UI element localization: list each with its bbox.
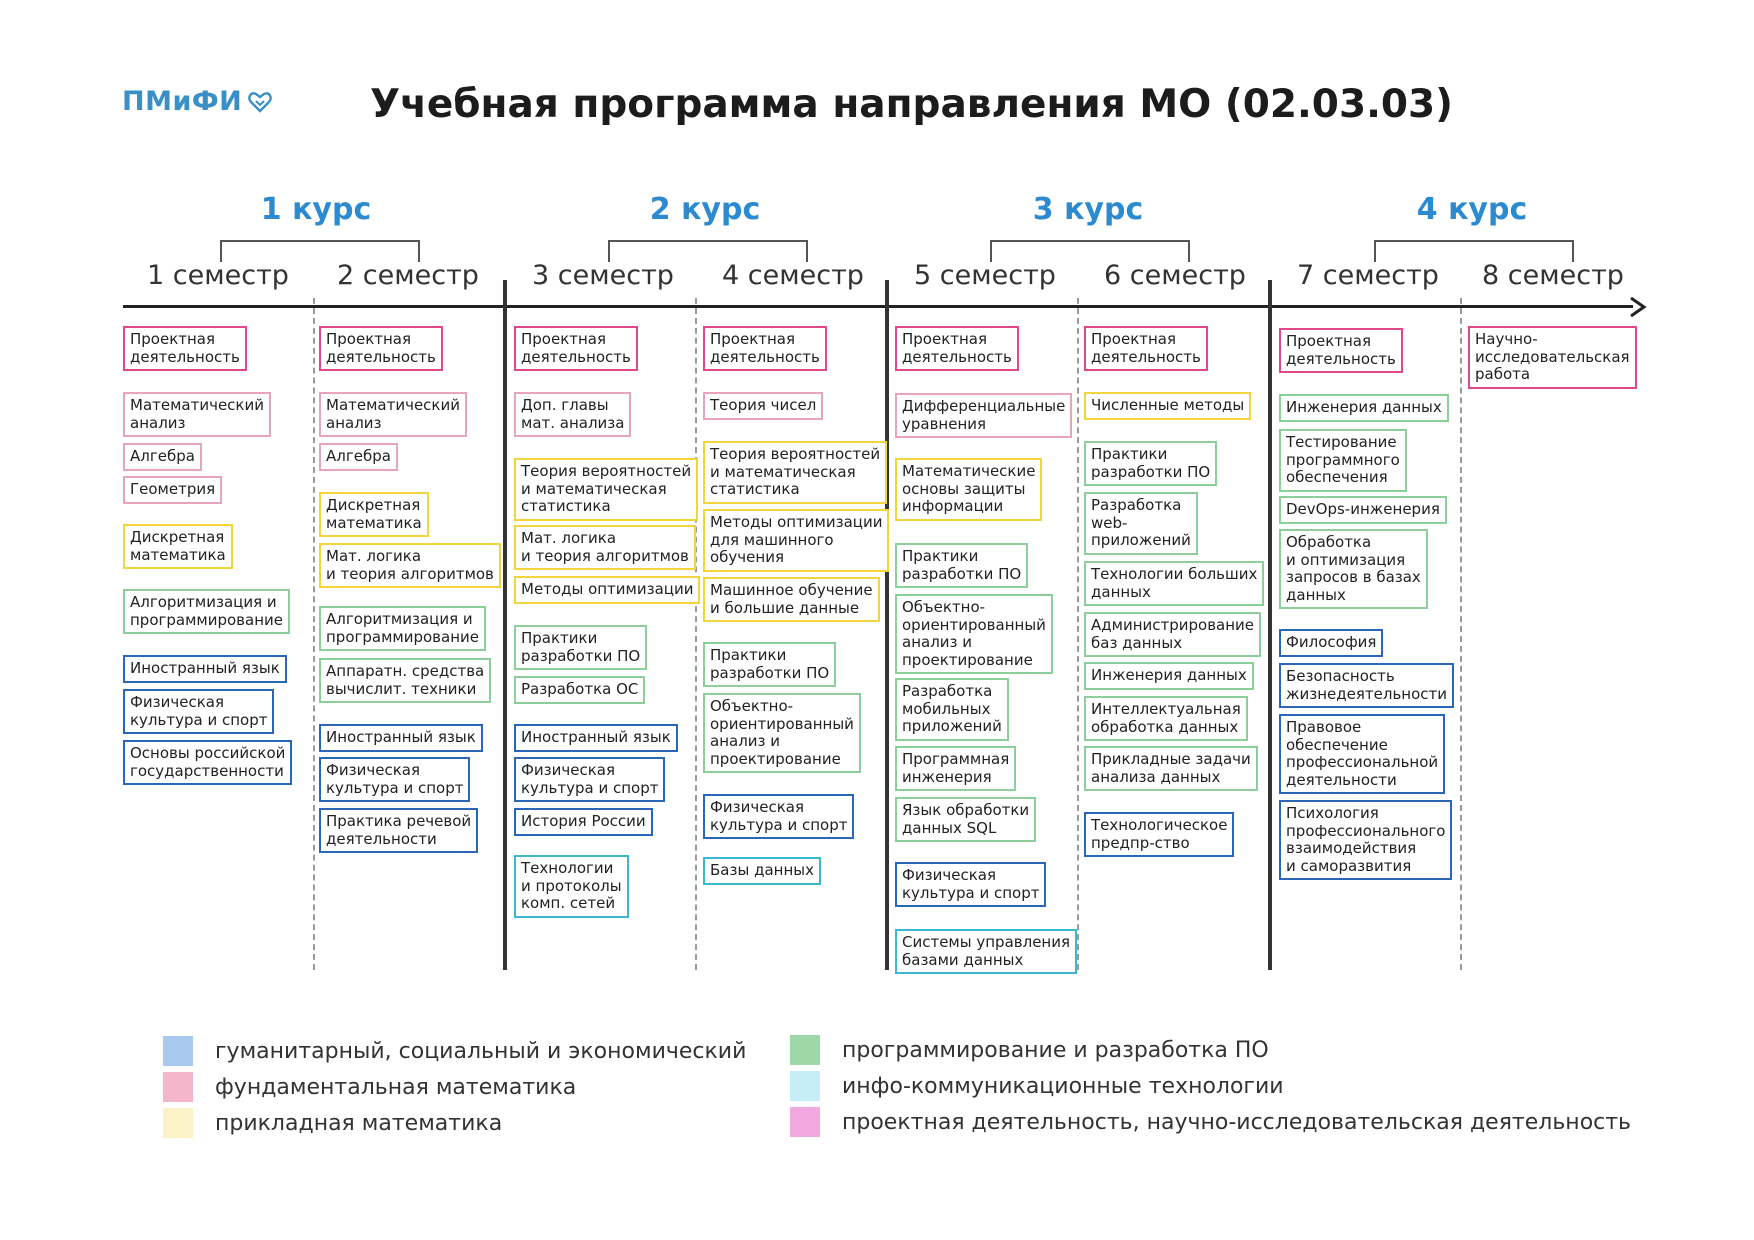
subject-box: Проектная деятельность [123, 326, 247, 371]
legend-item-applied-math [163, 1108, 502, 1138]
course-divider [1268, 280, 1272, 970]
subject-box: Проектная деятельность [895, 326, 1019, 371]
subject-box: Алгебра [319, 443, 398, 471]
subject-box: Безопасность жизнедеятельности [1279, 663, 1454, 708]
subject-box: Интеллектуальная обработка данных [1084, 696, 1248, 741]
subject-box: Практики разработки ПО [703, 642, 836, 687]
subject-box: Алгоритмизация и программирование [123, 589, 290, 634]
subject-box: Технологическое предпр-ство [1084, 812, 1234, 857]
subject-box: Дискретная математика [319, 492, 429, 537]
subject-box: Системы управления базами данных [895, 929, 1077, 974]
subject-box: Инженерия данных [1084, 662, 1254, 690]
semester-3-label: 3 семестр [532, 260, 674, 291]
subject-box: Иностранный язык [514, 724, 678, 752]
subject-box: Основы российской государственности [123, 740, 292, 785]
subject-box: Алгоритмизация и программирование [319, 606, 486, 651]
timeline-arrow-icon [1628, 296, 1648, 318]
subject-box: Мат. логика и теория алгоритмов [514, 525, 696, 570]
logo [122, 86, 272, 117]
subject-box: Программная инженерия [895, 746, 1016, 791]
legend-item-fundamental-math [163, 1072, 576, 1102]
legend-label: гуманитарный, социальный и экономический [215, 1038, 747, 1064]
subject-box: Обработка и оптимизация запросов в базах данных [1279, 529, 1428, 609]
semester-2-label: 2 семестр [337, 260, 479, 291]
course-4-bracket [1374, 240, 1574, 262]
subject-box: Администрирование баз данных [1084, 612, 1261, 657]
subject-box: Математический анализ [123, 392, 271, 437]
subject-box: Физическая культура и спорт [703, 794, 854, 839]
semester-divider [1077, 298, 1079, 970]
subject-box: Научно- исследовательская работа [1468, 326, 1637, 389]
course-3-label: 3 курс [1032, 192, 1144, 227]
course-divider [503, 280, 507, 970]
subject-box: Геометрия [123, 476, 222, 504]
course-divider [885, 280, 889, 970]
legend-swatch [790, 1035, 820, 1065]
subject-box: Физическая культура и спорт [895, 862, 1046, 907]
subject-box: Объектно- ориентированный анализ и проектирование [703, 693, 861, 773]
subject-box: Прикладные задачи анализа данных [1084, 746, 1258, 791]
subject-box: Физическая культура и спорт [514, 757, 665, 802]
subject-box: Разработка мобильных приложений [895, 678, 1009, 741]
semester-7-label: 7 семестр [1297, 260, 1439, 291]
subject-box: Технологии и протоколы комп. сетей [514, 855, 629, 918]
subject-box: Дискретная математика [123, 524, 233, 569]
subject-box: Машинное обучение и большие данные [703, 577, 880, 622]
subject-box: Разработка ОС [514, 676, 645, 704]
semester-6-label: 6 семестр [1104, 260, 1246, 291]
semester-1-label: 1 семестр [147, 260, 289, 291]
subject-box: Проектная деятельность [514, 326, 638, 371]
subject-box: Математические основы защиты информации [895, 458, 1042, 521]
course-2-label: 2 курс [649, 192, 761, 227]
subject-box: Дифференциальные уравнения [895, 393, 1072, 438]
semester-5-label: 5 семестр [914, 260, 1056, 291]
subject-box: Методы оптимизации для машинного обучения [703, 509, 889, 572]
subject-box: Методы оптимизации [514, 576, 700, 604]
subject-box: Доп. главы мат. анализа [514, 392, 631, 437]
subject-box: Физическая культура и спорт [319, 757, 470, 802]
course-3-bracket [990, 240, 1190, 262]
semester-4-label: 4 семестр [722, 260, 864, 291]
subject-box: Технологии больших данных [1084, 561, 1264, 606]
subject-box: Разработка web- приложений [1084, 492, 1198, 555]
subject-box: Теория вероятностей и математическая статистика [514, 458, 698, 521]
subject-box: DevOps-инженерия [1279, 496, 1447, 524]
semester-divider [313, 298, 315, 970]
legend-item-humanities [163, 1036, 746, 1066]
subject-box: Математический анализ [319, 392, 467, 437]
legend-swatch [790, 1071, 820, 1101]
heart-icon [248, 91, 272, 113]
legend-label: программирование и разработка ПО [842, 1037, 1269, 1063]
subject-box: Теория чисел [703, 392, 823, 420]
page-title: Учебная программа направления МО (02.03.03) [370, 82, 1453, 127]
subject-box: Философия [1279, 629, 1383, 657]
subject-box: Проектная деятельность [1279, 328, 1403, 373]
subject-box: Теория вероятностей и математическая статистика [703, 441, 887, 504]
legend-label: фундаментальная математика [215, 1074, 577, 1100]
subject-box: Практика речевой деятельности [319, 808, 478, 853]
course-2-bracket [608, 240, 808, 262]
subject-box: Иностранный язык [319, 724, 483, 752]
semester-8-label: 8 семестр [1482, 260, 1624, 291]
legend-swatch [163, 1108, 193, 1138]
subject-box: Проектная деятельность [319, 326, 443, 371]
subject-box: Практики разработки ПО [895, 543, 1028, 588]
subject-box: Объектно- ориентированный анализ и проектирование [895, 594, 1053, 674]
semester-divider [1460, 298, 1462, 970]
subject-box: Инженерия данных [1279, 394, 1449, 422]
legend-label: прикладная математика [215, 1110, 503, 1136]
subject-box: Проектная деятельность [703, 326, 827, 371]
semester-divider [695, 298, 697, 970]
subject-box: Численные методы [1084, 392, 1251, 420]
legend-swatch [163, 1036, 193, 1066]
subject-box: Проектная деятельность [1084, 326, 1208, 371]
subject-box: Физическая культура и спорт [123, 689, 274, 734]
course-1-label: 1 курс [260, 192, 372, 227]
timeline-axis [123, 305, 1633, 308]
subject-box: Иностранный язык [123, 655, 287, 683]
subject-box: Практики разработки ПО [514, 625, 647, 670]
legend-item-ict [790, 1071, 1284, 1101]
subject-box: Мат. логика и теория алгоритмов [319, 543, 501, 588]
legend-item-project [790, 1107, 1631, 1137]
subject-box: Базы данных [703, 857, 821, 885]
legend-label: инфо-коммуникационные технологии [842, 1073, 1284, 1099]
legend-item-programming [790, 1035, 1269, 1065]
course-4-label: 4 курс [1416, 192, 1528, 227]
logo-text: ПМиФИ [122, 86, 243, 117]
subject-box: Аппаратн. средства вычислит. техники [319, 658, 491, 703]
subject-box: Правовое обеспечение профессиональной деятельности [1279, 714, 1445, 794]
subject-box: Алгебра [123, 443, 202, 471]
subject-box: Психология профессионального взаимодействия и саморазвития [1279, 800, 1452, 880]
legend-label: проектная деятельность, научно-исследовательская деятельность [842, 1109, 1632, 1135]
subject-box: История России [514, 808, 653, 836]
course-1-bracket [220, 240, 420, 262]
subject-box: Язык обработки данных SQL [895, 797, 1036, 842]
subject-box: Практики разработки ПО [1084, 441, 1217, 486]
subject-box: Тестирование программного обеспечения [1279, 429, 1407, 492]
legend-swatch [163, 1072, 193, 1102]
legend-swatch [790, 1107, 820, 1137]
